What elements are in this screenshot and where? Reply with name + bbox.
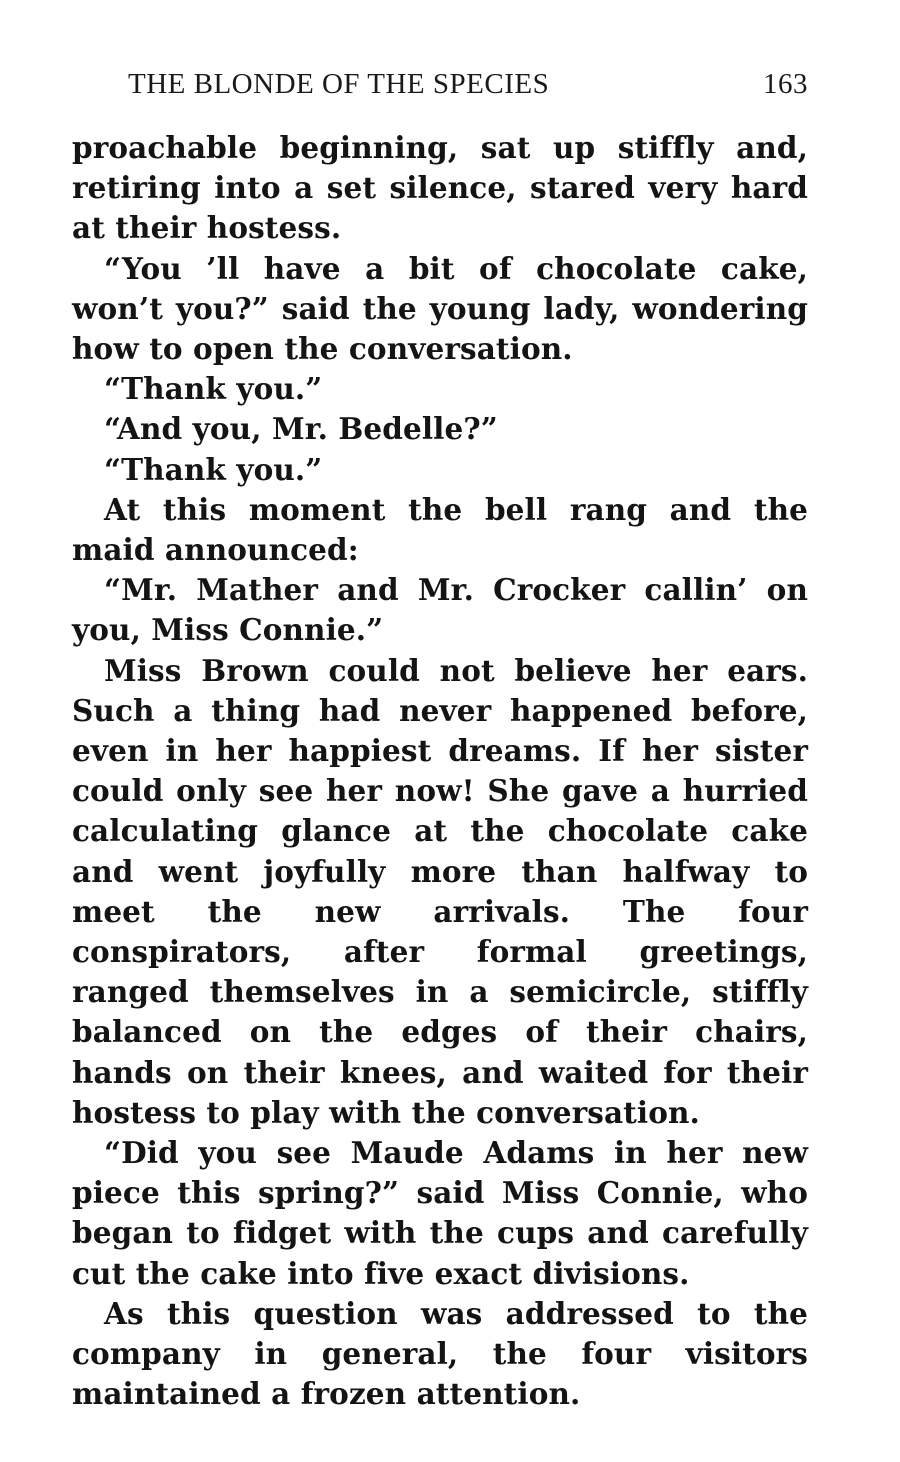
paragraph: At this moment the bell rang and the maid announced: bbox=[72, 491, 808, 568]
running-head: THE BLONDE OF THE SPECIES bbox=[128, 68, 550, 100]
paragraph: “Thank you.” bbox=[104, 451, 323, 487]
body-text bbox=[72, 128, 808, 1415]
paragraph: Miss Brown could not believe her ears. Such a thing had never happened before, even in her happiest dreams. If her sister could only see her now! She gave a hurried calculating glance at the chocolate cake and went joyfully more than halfway to meet the new arrivals. The four conspirators, after formal greetings, ranged themselves in a semicircle, stiffly balanced on the edges of their chairs, hands on their knees, and waited for their hostess to play with the conversation. bbox=[72, 652, 808, 1130]
paragraph-continued: proachable beginning, sat up stiffly and, retiring into a set silence, stared very hard at their hostess. bbox=[72, 130, 808, 246]
page-header bbox=[72, 62, 808, 114]
paragraph: “Thank you.” bbox=[104, 371, 323, 407]
paragraph: “Did you see Maude Adams in her new piece this spring?” said Miss Connie, who began to fidget with the cups and carefully cut the cake into five exact divisions. bbox=[72, 1135, 808, 1291]
paragraph: “You ’ll have a bit of chocolate cake, won’t you?” said the young lady, wondering how to open the conversation. bbox=[72, 250, 808, 367]
paragraph: “And you, Mr. Bedelle?” bbox=[104, 411, 498, 447]
book-page bbox=[72, 62, 808, 1415]
paragraph: “Mr. Mather and Mr. Crocker callin’ on you, Miss Connie.” bbox=[72, 572, 808, 648]
paragraph: As this question was addressed to the company in general, the four visitors maintained a frozen attention. bbox=[72, 1295, 808, 1412]
page-number: 163 bbox=[763, 68, 808, 100]
